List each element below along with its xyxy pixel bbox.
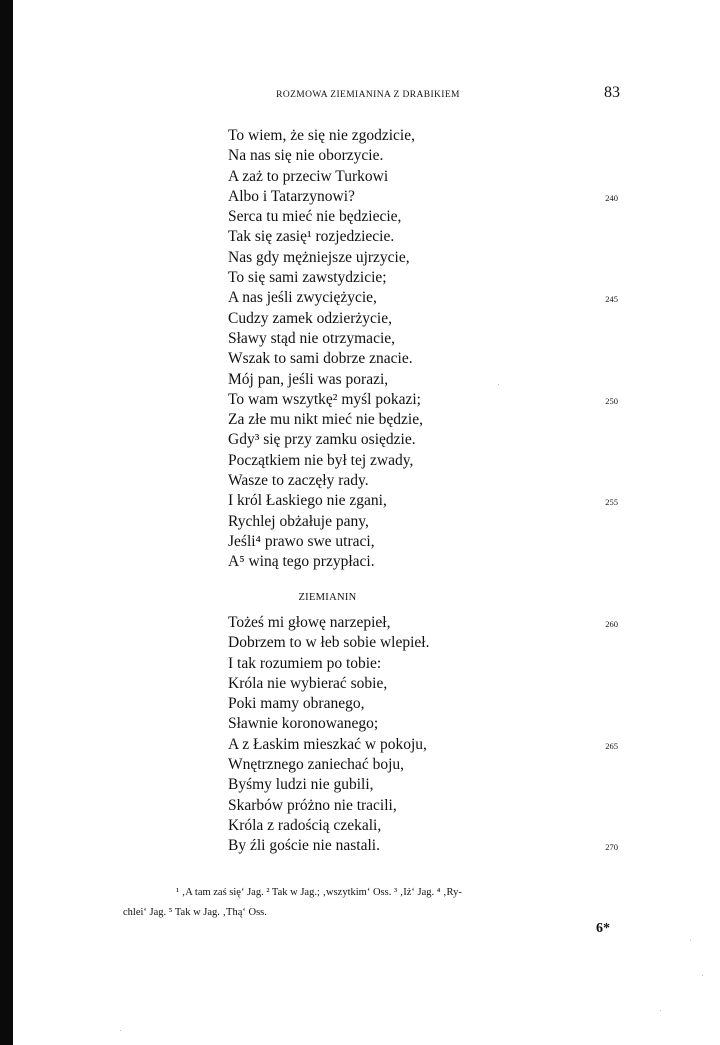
running-title: ROZMOWA ZIEMIANINA Z DRABIKIEM: [276, 90, 460, 100]
line-number: 255: [605, 497, 618, 508]
verse-text: Albo i Tatarzynowi?: [228, 187, 355, 205]
verse-text: To wiem, że się nie zgodzicie,: [228, 127, 415, 144]
verse-text: Tak się zasię¹ rozjedziecie.: [228, 228, 395, 246]
paper-speck: [498, 384, 499, 385]
verse-line: [228, 349, 618, 369]
verse-text: Cudzy zamek odzierżycie,: [228, 309, 392, 327]
verse-line: [228, 390, 618, 410]
verse-line: [228, 735, 618, 755]
speaker-heading: ZIEMIANIN: [298, 592, 357, 603]
verse-line: [228, 370, 618, 390]
verse-line: [228, 836, 618, 856]
verse-text: Mój pan, jeśli was porazi,: [228, 370, 389, 388]
verse-line: [228, 491, 618, 511]
paper-speck: [660, 1010, 661, 1011]
verse-text: Tożeś mi głowę narzepieł,: [228, 614, 391, 631]
verse-text: Wasze to zaczęły rady.: [228, 472, 369, 490]
verse-text: A z Łaskim mieszkać w pokoju,: [228, 735, 427, 753]
verse-line: [228, 654, 618, 674]
verse-line: [228, 714, 618, 734]
footnotes: [123, 883, 623, 923]
paper-speck: [120, 1030, 121, 1031]
verse-text: Serca tu mieć nie będziecie,: [228, 208, 402, 226]
verse-text: To się sami zawstydzicie;: [228, 269, 387, 287]
paper-speck: [690, 940, 691, 941]
verse-text: Nas gdy mężniejsze ujrzycie,: [228, 248, 410, 266]
verse-text: Na nas się nie oborzycie.: [228, 147, 384, 165]
verse-line: [228, 187, 618, 207]
verse-line: [228, 268, 618, 288]
verse-line: [228, 471, 618, 491]
verse-line: [228, 288, 618, 308]
verse-line: [228, 146, 618, 166]
paper-speck: [702, 975, 703, 976]
signature-mark: 6*: [596, 921, 610, 936]
verse-text: Początkiem nie był tej zwady,: [228, 451, 414, 469]
verse-line: [228, 329, 618, 349]
verse-line: [228, 633, 618, 653]
verse-text: Gdy³ się przy zamku osiędzie.: [228, 431, 416, 449]
verse-text: A nas jeśli zwyciężycie,: [228, 289, 377, 307]
footnote-line: ¹ ‚A tam zaś się‘ Jag. ² Tak w Jag.; ‚wszytkim‘ Oss. ³ ‚Iż‘ Jag. ⁴ ‚Ry-: [176, 887, 462, 898]
verse-line: [228, 816, 618, 836]
line-number: 250: [605, 395, 618, 406]
footnote-line: chlei‘ Jag. ⁵ Tak w Jag. ‚Thą‘ Oss.: [123, 907, 267, 918]
line-number: 270: [605, 842, 618, 853]
line-number: 260: [605, 619, 618, 629]
verse-line: [228, 309, 618, 329]
stanza-2: [228, 613, 618, 857]
verse-line: [228, 167, 618, 187]
verse-text: Dobrzem to w łeb sobie wlepieł.: [228, 634, 430, 652]
verse-text: Wnętrznego zaniechać boju,: [228, 756, 405, 774]
verse-line: [228, 126, 618, 146]
verse-text: Skarbów próżno nie tracili,: [228, 796, 397, 814]
verse-text: To wam wszytkę² myśl pokazi;: [228, 390, 421, 408]
verse-line: [228, 796, 618, 816]
verse-line: [228, 227, 618, 247]
verse-line: [228, 512, 618, 532]
verse-line: [228, 755, 618, 775]
verse-line: [228, 694, 618, 714]
verse-text: A⁵ winą tego przypłaci.: [228, 553, 375, 571]
verse-text: Poki mamy obranego,: [228, 695, 365, 713]
verse-line: [228, 775, 618, 795]
line-number: 240: [605, 192, 618, 203]
verse-line: [228, 451, 618, 471]
verse-line: [228, 410, 618, 430]
verse-text: I tak rozumiem po tobie:: [228, 654, 382, 672]
verse-text: Króla nie wybierać sobie,: [228, 674, 388, 692]
verse-line: [228, 207, 618, 227]
line-number: 265: [605, 740, 618, 751]
verse-text: Króla z radością czekali,: [228, 816, 382, 834]
verse-text: A zaż to przeciw Turkowi: [228, 167, 389, 185]
verse-line: [228, 532, 618, 552]
stanza-1: [228, 126, 618, 573]
verse-text: By źli goście nie nastali.: [228, 837, 380, 855]
page-number: 83: [604, 84, 620, 101]
verse-text: Sławy stąd nie otrzymacie,: [228, 329, 396, 347]
verse-line: [228, 613, 618, 633]
verse-text: Rychlej obżałuje pany,: [228, 512, 369, 530]
verse-text: I król Łaskiego nie zgani,: [228, 492, 387, 510]
verse-line: [228, 430, 618, 450]
verse-line: [228, 674, 618, 694]
line-number: 245: [605, 294, 618, 305]
verse-text: Jeśli⁴ prawo swe utraci,: [228, 532, 375, 550]
verse-text: Byśmy ludzi nie gubili,: [228, 776, 374, 794]
verse-text: Za złe mu nikt mieć nie będzie,: [228, 411, 423, 429]
verse-text: Wszak to sami dobrze znacie.: [228, 350, 413, 368]
page-edge-shadow: [0, 0, 13, 1045]
verse-line: [228, 552, 618, 572]
verse-line: [228, 248, 618, 268]
verse-text: Sławnie koronowanego;: [228, 715, 379, 733]
